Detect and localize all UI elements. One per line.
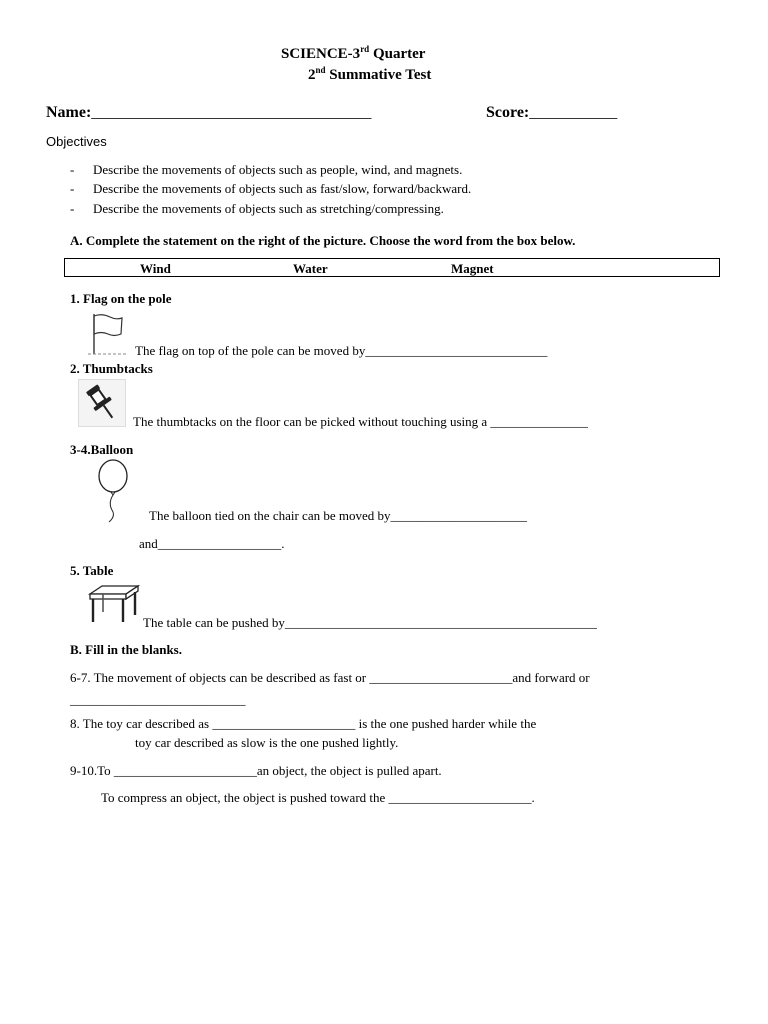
question-8-text[interactable]: 8. The toy car described as ______________________ is the one pushed harder while the bbox=[70, 716, 537, 731]
word-box-item-wind: Wind bbox=[140, 261, 171, 276]
word-box-item-magnet: Magnet bbox=[451, 261, 494, 276]
page-subtitle bbox=[308, 65, 431, 84]
question-3-4-text[interactable]: The balloon tied on the chair can be moved by_____________________ bbox=[149, 508, 528, 523]
objective-item: Describe the movements of objects such as fast/slow, forward/backward. bbox=[93, 181, 472, 196]
objective-bullet: - bbox=[70, 181, 75, 196]
question-2-label: 2. Thumbtacks bbox=[70, 361, 153, 376]
score-blank[interactable]: ___________ bbox=[529, 104, 618, 121]
title-main: SCIENCE-3 bbox=[281, 46, 361, 62]
subtitle-sup: nd bbox=[315, 65, 326, 75]
table-image bbox=[84, 582, 142, 626]
question-5-label: 5. Table bbox=[70, 563, 114, 578]
name-blank[interactable]: ___________________________________ bbox=[91, 104, 372, 121]
question-3-4-text-2[interactable]: and___________________. bbox=[139, 536, 285, 551]
objective-item: Describe the movements of objects such as people, wind, and magnets. bbox=[93, 162, 463, 177]
question-1-label: 1. Flag on the pole bbox=[70, 291, 172, 306]
thumbtack-image bbox=[78, 379, 126, 427]
objectives-heading: Objectives bbox=[46, 134, 107, 149]
balloon-image bbox=[94, 458, 134, 524]
subtitle-num: 2 bbox=[308, 67, 316, 83]
subtitle-rest: Summative Test bbox=[325, 67, 432, 83]
section-a-instruction: A. Complete the statement on the right of the picture. Choose the word from the box below. bbox=[70, 233, 576, 248]
page-title bbox=[281, 44, 425, 63]
question-8-text-2: toy car described as slow is the one pushed lightly. bbox=[135, 735, 399, 750]
score-field[interactable] bbox=[486, 104, 617, 122]
question-2-text[interactable]: The thumbtacks on the floor can be picked without touching using a _______________ bbox=[133, 414, 588, 429]
section-b-instruction: B. Fill in the blanks. bbox=[70, 642, 182, 657]
name-label: Name: bbox=[46, 104, 92, 121]
title-rest: Quarter bbox=[369, 46, 426, 62]
objective-bullet: - bbox=[70, 162, 75, 177]
flag-on-pole-image bbox=[84, 310, 134, 356]
objective-bullet: - bbox=[70, 201, 75, 216]
question-1-text[interactable]: The flag on top of the pole can be moved by____________________________ bbox=[135, 343, 548, 358]
score-label: Score: bbox=[486, 104, 530, 121]
word-box-item-water: Water bbox=[293, 261, 328, 276]
objective-item: Describe the movements of objects such as stretching/compressing. bbox=[93, 201, 444, 216]
question-6-7-text[interactable]: 6-7. The movement of objects can be described as fast or ______________________and forward or bbox=[70, 670, 590, 685]
question-6-7-blank[interactable]: ___________________________ bbox=[70, 692, 246, 707]
question-9-10-text[interactable]: 9-10.To ______________________an object, the object is pulled apart. bbox=[70, 763, 442, 778]
question-3-4-label: 3-4.Balloon bbox=[70, 442, 134, 457]
word-box bbox=[64, 258, 720, 277]
name-field[interactable] bbox=[46, 104, 371, 122]
question-9-10-text-2[interactable]: To compress an object, the object is pushed toward the ______________________. bbox=[101, 790, 535, 805]
question-5-text[interactable]: The table can be pushed by________________________________________________ bbox=[143, 615, 597, 630]
title-sup: rd bbox=[360, 44, 370, 54]
